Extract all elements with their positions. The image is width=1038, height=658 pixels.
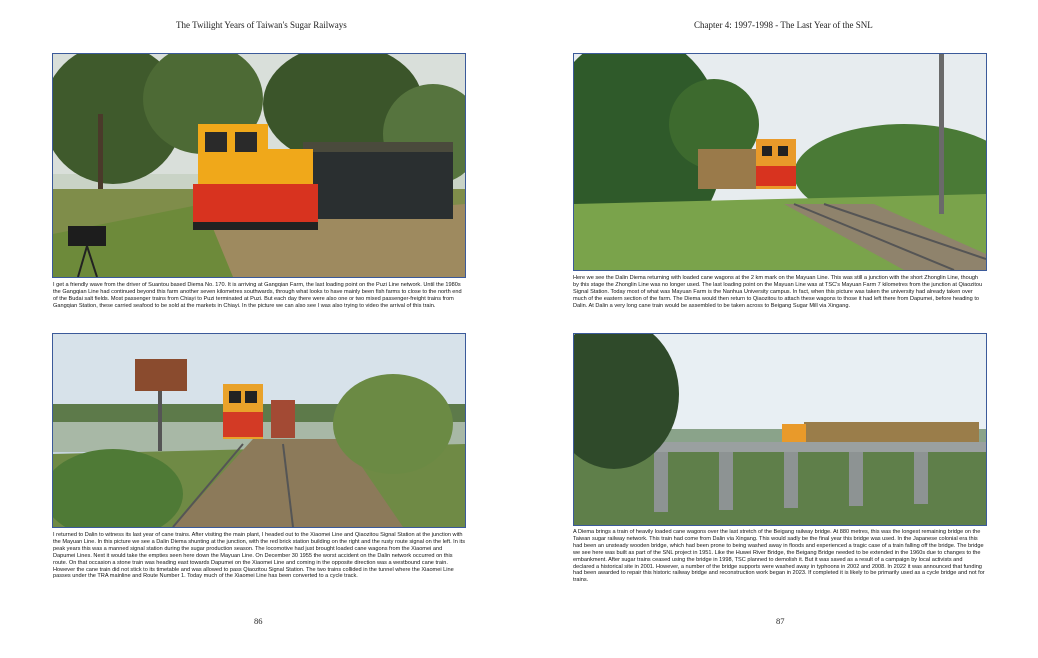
running-head: The Twilight Years of Taiwan's Sugar Railways [176, 20, 347, 30]
photo-caption: I returned to Dalin to witness its last year of cane trains. After visiting the main plant, I headed out to the Xiaomei Line and Qiaozitou Signal Station at the junction with the Mayuan Line. In this picture we see a Dalin Diema shunting at the junction, with the red brick station building on the right and the rusty route signal on the left. In its peak years this was a manned signal station during the sugar production season. The locomotive had just brought loaded cane wagons from the Xiaomei and Dapumei Lines. Next it would take the empties seen here down the Mayuan Line. On December 30 1955 the worst accident on the Dalin network occurred on this route. On that occasion a stone train was heading east towards Dapumei on the Xiaomei Line and coming in the opposite direction was a westbound cane train. However the cane train did not stick to its timetable and was allowed to pass Qiaozitou Signal Station. The two trains collided in the tunnel where the Xiaomei Line passes under the TRA mainline and Route Number 1. Today much of the Xiaomei Line has been converted to a cycle track. [53, 532, 465, 580]
photo-image [53, 334, 465, 527]
right-page [519, 0, 1038, 658]
page-number: 87 [776, 616, 785, 626]
photo-beigang-bridge [573, 333, 987, 526]
photo-image [574, 54, 986, 270]
photo-image [574, 334, 986, 525]
photo-caption: A Diema brings a train of heavily loaded cane wagons over the last stretch of the Beigang railway bridge. At 880 metres, this was the longest remaining bridge on the Taiwan sugar railway network. This train had come from Dalin via Xingang. This would sadly be the final year this bridge was used. In the Japanese colonial era this had been an unsteady wooden bridge, which had been prone to being washed away in floods and experienced a tragic case of a train falling off the bridge. The bridge we see here was built as part of the SNL project in 1951. Like the Huwei River Bridge, the Beigang Bridge needed to be extended in the 1960s due to changes to the embankment. After sugar trains ceased using the bridge in 1998, TSC planned to demolish it. But it was saved as a result of a campaign by local activists and declared a historical site in 2001. However, a number of the bridge supports were washed away in typhoons in 2002 and 2008. In 2022 it was announced that funding had been awarded to repair this historic railway bridge and reconstruction work began in 2023. If completed it is likely to be primarily used as a cycle bridge and not for trains. [573, 529, 985, 584]
photo-caption: I get a friendly wave from the driver of Suantou based Diema No. 170. It is arriving at Gangqian Farm, the last loading point on the Puzi Line network. Until the 1980s the Gangqian Line had continued beyond this farm another seven kilometres southwards, through what looks to have mainly been fish farms to close to the north end of the Budai salt fields. Most passenger trains from Chiayi to Puzi terminated at Puzi. But each day there were also one or two mixed passenger-freight trains from Gangqian Station, these carried seafood to be sold at the markets in Chiayi. In the picture we can also see I was also trying to video the arrival of this train. [53, 282, 462, 309]
photo-diema-gangqian-farm [52, 53, 466, 278]
photo-image [53, 54, 465, 277]
page-number: 86 [254, 616, 263, 626]
photo-mayuan-line [573, 53, 987, 271]
photo-caption: Here we see the Dalin Diema returning with loaded cane wagons at the 2 km mark on the Mayuan Line. This was still a junction with the short Zhonglin Line, though by this stage the Zhonglin Line was no longer used. The last loading point on the Mayuan Line was at TSC's Mayuan Farm 7 kilometres from the junction at Qiaozitou Signal Station. Today most of what was Mayuan Farm is the Nanhua University campus. In fact, when this picture was taken the university had already taken over much of the eastern section of the farm. The Diema would then return to Qiaozitou to attach these wagons to those it had left there from Dapumei, before heading to Dalin. At Dalin a very long cane train would be assembled to be taken across to Beigang Sugar Mill via Xingang. [573, 275, 983, 309]
running-head: Chapter 4: 1997-1998 - The Last Year of the SNL [694, 20, 873, 30]
photo-qiaozitou-junction [52, 333, 466, 528]
